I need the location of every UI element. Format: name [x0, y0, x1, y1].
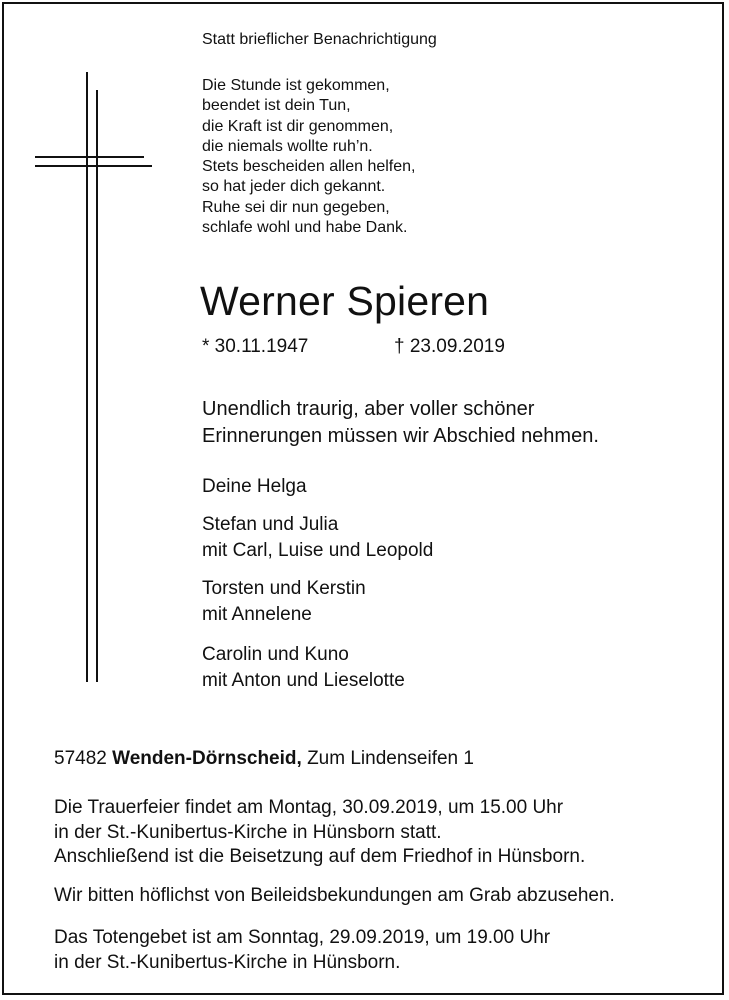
- birth-date: * 30.11.1947: [202, 336, 309, 357]
- funeral-info: [54, 796, 585, 870]
- family-line: Carolin und Kuno: [202, 644, 349, 665]
- poem: [202, 76, 415, 238]
- poem-line: beendet ist dein Tun,: [202, 97, 351, 115]
- family-line: Stefan und Julia: [202, 514, 339, 535]
- address: [54, 748, 474, 770]
- family-line: mit Annelene: [202, 604, 312, 625]
- message-line: Erinnerungen müssen wir Abschied nehmen.: [202, 425, 599, 447]
- family-group: [202, 512, 433, 564]
- message-line: Unendlich traurig, aber voller schöner: [202, 398, 535, 420]
- poem-line: schlafe wohl und habe Dank.: [202, 219, 408, 237]
- info-line: Wir bitten höflichst von Beileidsbekundungen am Grab abzusehen.: [54, 885, 615, 906]
- poem-line: die niemals wollte ruh’n.: [202, 137, 373, 155]
- family-line: mit Anton und Lieselotte: [202, 670, 405, 691]
- address-town: Wenden-Dörnscheid,: [112, 748, 302, 769]
- header-text: Statt brieflicher Benachrichtigung: [202, 31, 437, 48]
- condolence-note: [54, 884, 615, 909]
- family-line: Torsten und Kerstin: [202, 578, 366, 599]
- death-date: † 23.09.2019: [394, 336, 505, 357]
- poem-line: die Kraft ist dir genommen,: [202, 117, 394, 135]
- prayer-info: [54, 926, 550, 975]
- address-zip: 57482: [54, 748, 107, 769]
- info-line: Die Trauerfeier findet am Montag, 30.09.2019, um 15.00 Uhr: [54, 797, 564, 818]
- family-group: [202, 576, 366, 628]
- info-line: Das Totengebet ist am Sonntag, 29.09.2019, um 19.00 Uhr: [54, 927, 551, 948]
- farewell-message: [202, 396, 599, 450]
- info-line: Anschließend ist die Beisetzung auf dem Friedhof in Hünsborn.: [54, 846, 586, 867]
- info-line: in der St.-Kunibertus-Kirche in Hünsborn statt.: [54, 821, 442, 843]
- address-street: Zum Lindenseifen 1: [307, 748, 474, 769]
- poem-line: Ruhe sei dir nun gegeben,: [202, 198, 390, 216]
- info-line: in der St.-Kunibertus-Kirche in Hünsborn.: [54, 951, 401, 973]
- family-line: mit Carl, Luise und Leopold: [202, 540, 434, 561]
- poem-line: Stets bescheiden allen helfen,: [202, 158, 416, 176]
- deceased-name: Werner Spieren: [200, 278, 490, 324]
- family-group: [202, 642, 405, 694]
- poem-line: Die Stunde ist gekommen,: [202, 77, 390, 94]
- poem-line: so hat jeder dich gekannt.: [202, 178, 386, 196]
- family-line: Deine Helga: [202, 476, 307, 497]
- family-group: [202, 474, 307, 500]
